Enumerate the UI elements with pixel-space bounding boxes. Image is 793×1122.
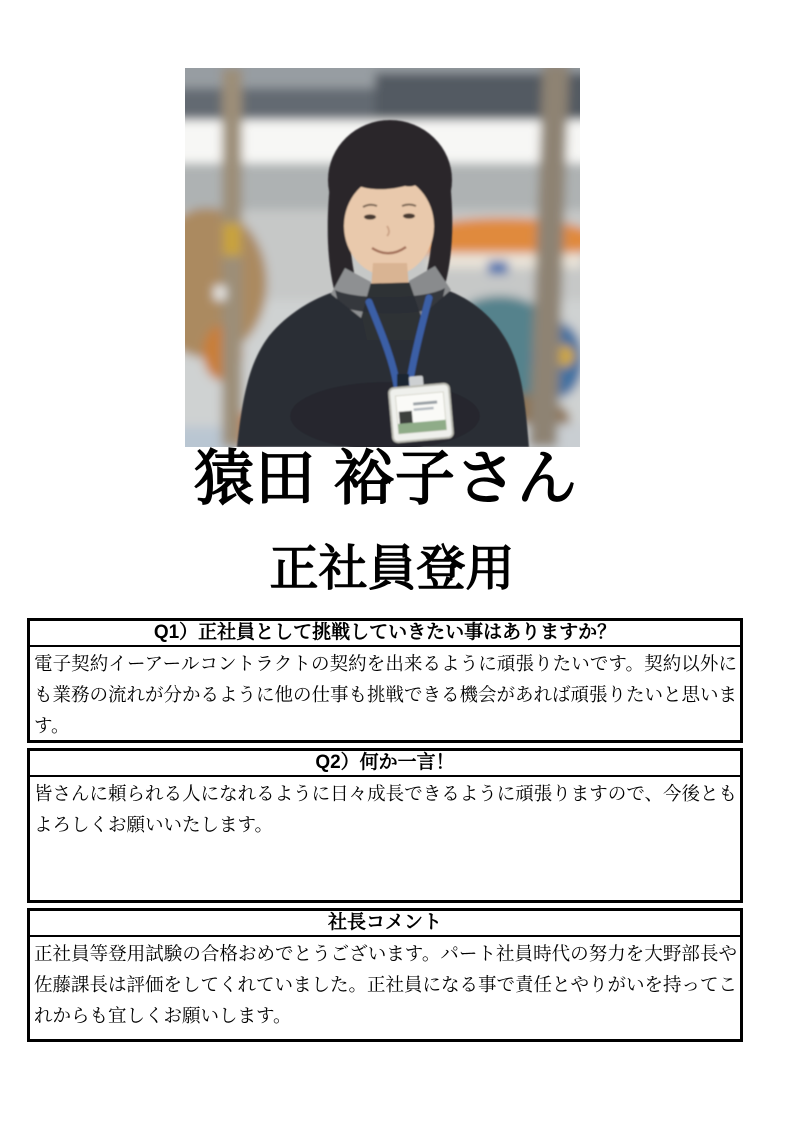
qa-section-q2 bbox=[27, 748, 743, 903]
qa-q1-header: Q1）正社員として挑戦していきたい事はありますか？ bbox=[30, 621, 740, 647]
employee-name-title: 猿田 裕子さん bbox=[194, 445, 578, 512]
qa-q2-header: Q2）何か一言！ bbox=[30, 751, 740, 777]
qa-q2-answer: 皆さんに頼られる人になれるように日々成長できるように頑張りますので、今後ともよろしくお願いいたします。 bbox=[34, 783, 737, 835]
promotion-title: 正社員登用 bbox=[269, 542, 515, 596]
qa-section-q1 bbox=[27, 618, 743, 743]
portrait-photo-graphic bbox=[185, 68, 580, 447]
president-comment-body: 正社員等登用試験の合格おめでとうございます。パート社員時代の努力を大野部長や佐藤課長は評価をしてくれていました。正社員になる事で責任とやりがいを持ってこれからも宜しくお願いします。 bbox=[34, 943, 738, 1026]
employee-portrait-photo bbox=[185, 68, 580, 447]
qa-q1-answer: 電子契約イーアールコントラクトの契約を出来るように頑張りたいです。契約以外にも業務の流れが分かるように他の仕事も挑戦できる機会があれば頑張りたいと思います。 bbox=[34, 653, 738, 736]
president-comment-section bbox=[27, 908, 743, 1042]
president-comment-header: 社長コメント bbox=[30, 911, 740, 937]
